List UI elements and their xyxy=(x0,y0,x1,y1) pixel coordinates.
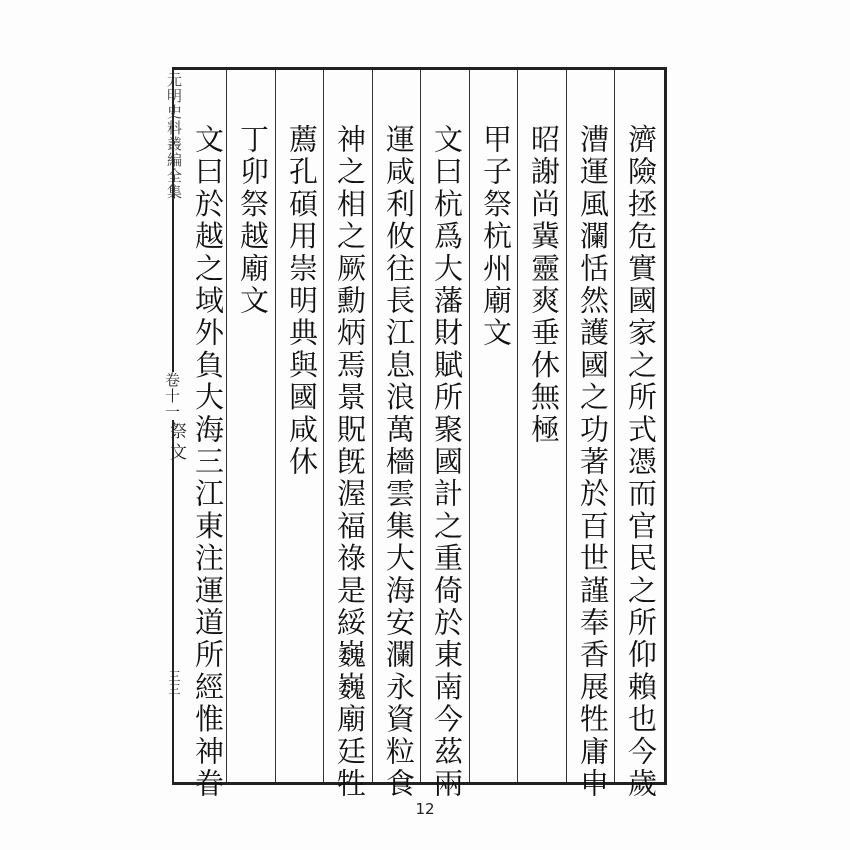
text-column-5: 文曰杭爲大藩財賦所聚國計之重倚於東南今茲兩 xyxy=(430,124,464,801)
text-column-3: 昭謝尚冀靈爽垂休無極 xyxy=(527,124,561,446)
column-rule xyxy=(275,70,276,782)
text-column-7: 神之相之厥勳炳焉景貺旣渥福祿是綏巍巍廟廷牲 xyxy=(333,124,367,801)
text-column-2: 漕運風瀾恬然護國之功著於百世謹奉香展牲庸申 xyxy=(576,124,610,801)
heading-column: 甲子祭杭州廟文 xyxy=(479,124,513,350)
column-rule xyxy=(469,70,470,782)
heading-column: 丁卯祭越廟文 xyxy=(236,124,270,318)
column-rule xyxy=(420,70,421,782)
spine-juan: 卷十一 xyxy=(163,372,181,420)
text-column-10: 文曰於越之域外負大海三江東注運道所經惟神眷 xyxy=(191,124,225,801)
column-rule xyxy=(614,70,615,782)
column-rule xyxy=(323,70,324,782)
page-number: 12 xyxy=(415,800,435,818)
text-column-6: 運咸利攸往長江息浪萬檣雲集大海安瀾永資粒食 xyxy=(382,124,416,801)
column-rule xyxy=(566,70,567,782)
column-rule xyxy=(517,70,518,782)
text-column-8: 薦孔碩用崇明典與國咸休 xyxy=(285,124,319,479)
spine-margin xyxy=(162,72,186,696)
text-column-1: 濟險拯危實國家之所式憑而官民之所仰賴也今歲 xyxy=(624,124,658,801)
spine-title: 元明史料叢編全集 xyxy=(165,72,183,200)
column-rule xyxy=(372,70,373,782)
spine-section: 祭文 xyxy=(166,422,186,464)
spine-folio: 三三 xyxy=(167,670,181,696)
